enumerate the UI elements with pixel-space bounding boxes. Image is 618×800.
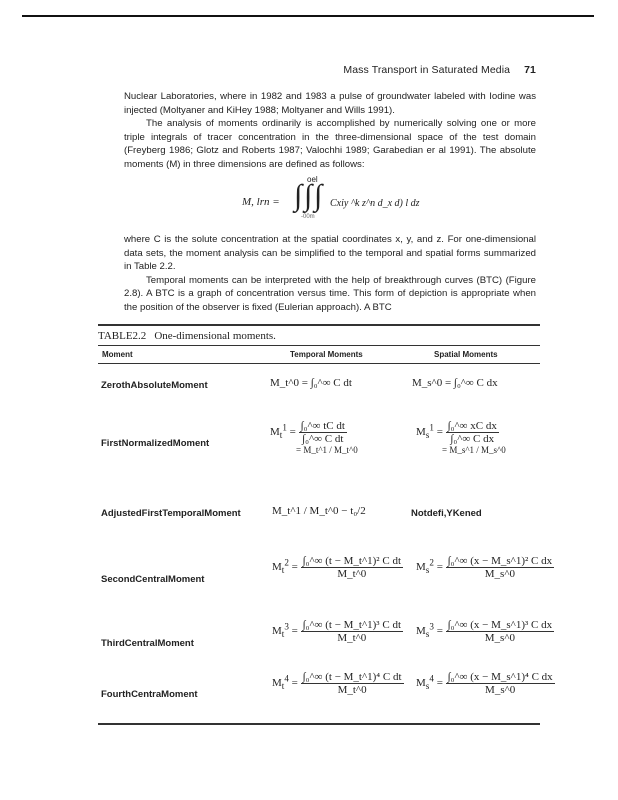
equation-rhs: Cxiy ^k z^n d_x d) l dz <box>330 198 420 209</box>
table-header-bottom-rule <box>98 363 540 364</box>
formula-first-temporal: $M_t^1$ = $\frac{\text{∫₀\textasciicircum{}∞ tC dt}}{\text{∫₀\textasciicircum{}∞ C dt}}$ = M_t^1 / M_t^0 <box>270 420 358 455</box>
body-text-lower <box>124 233 536 315</box>
paragraph-4: Temporal moments can be interpreted with the help of breakthrough curves (BTC) (Figure 2.8). A BTC is a graph of concentration versus time. This form of depiction is appropriate when the position of the observer is fixed (Eulerian approach). A BTC <box>124 274 536 313</box>
second-spatial-numerator: ∫₀^∞ (x − M_s^1)² C dx <box>447 555 553 567</box>
third-spatial-numerator: ∫₀^∞ (x − M_s^1)³ C dx <box>447 619 553 631</box>
formula-third-spatial: $M_s^3$ = $\frac{\text{∫₀\textasciicircum{}∞ (x − M\_s\textasciicircum{}1)³ C dx}}{M\_s\^{}0}$ <box>416 619 553 644</box>
first-spatial-numerator: ∫₀^∞ xC dx <box>447 420 497 432</box>
third-temporal-numerator: ∫₀^∞ (t − M_t^1)³ C dt <box>302 619 402 631</box>
formula-first-spatial: $M_s^1$ = $\frac{\text{∫₀\textasciicircum{}∞ xC dx}}{\text{∫₀\textasciicircum{}∞ C dx}}$ = M_s^1 / M_s^0 <box>416 420 506 455</box>
integral-sign-icon: ∫ <box>294 179 303 212</box>
formula-second-temporal: $M_t^2$ = $\frac{\text{∫₀\textasciicircum{}∞ (t − M\_t\textasciicircum{}1)² C dt}}{M\_t\^{}0}$ <box>272 555 402 580</box>
table-number: TABLE2.2 <box>98 330 147 342</box>
second-temporal-numerator: ∫₀^∞ (t − M_t^1)² C dt <box>302 555 402 567</box>
fourth-temporal-numerator: ∫₀^∞ (t − M_t^1)⁴ C dt <box>302 671 402 683</box>
fourth-spatial-numerator: ∫₀^∞ (x − M_s^1)⁴ C dx <box>447 671 553 683</box>
row-label-adjusted: AdjustedFirstTemporalMoment <box>101 508 241 519</box>
running-head-title: Mass Transport in Saturated Media <box>343 64 511 76</box>
formula-third-temporal: $M_t^3$ = $\frac{\text{∫₀\textasciicircum{}∞ (t − M\_t\textasciicircum{}1)³ C dt}}{M\_t\^{}0}$ <box>272 619 402 644</box>
formula-zeroth-spatial: M_s^0 = ∫₀^∞ C dx <box>412 377 498 389</box>
row-label-first: FirstNormalizedMoment <box>101 438 210 449</box>
row-label-second: SecondCentralMoment <box>101 574 205 585</box>
first-temporal-numerator: ∫₀^∞ tC dt <box>300 420 345 432</box>
integral-sign-icon: ∫ <box>314 179 323 212</box>
formula-adjusted-temporal: M_t^1 / M_t^0 − t₀/2 <box>272 505 366 517</box>
paragraph-3: where C is the solute concentration at the spatial coordinates x, y, and z. For one-dimensional data sets, the moment analysis can be simplified to the temporal and spatial forms summarized in Table 2.2. <box>124 234 536 273</box>
formula-fourth-temporal: $M_t^4$ = $\frac{\text{∫₀\textasciicircum{}∞ (t − M\_t\textasciicircum{}1)⁴ C dt}}{M\_t\^{}0}$ <box>272 671 402 696</box>
integral-sign-icon: ∫ <box>304 179 313 212</box>
third-spatial-denominator: M_s^0 <box>484 632 516 644</box>
top-rule <box>22 15 594 17</box>
paragraph-2: The analysis of moments ordinarily is accomplished by numerically solving one or more triple integrals of tracer concentration in the three-dimensional space of the test domain (Freyberg 1986; Glotz and Roberts 1987; Valochhi 1989; Garabedian er al 1991). The absolute moments (M) in three dimensions are defined as follows: <box>124 118 536 170</box>
column-header-temporal: Temporal Moments <box>290 350 363 359</box>
equation-lhs: M, lrn = <box>242 196 280 208</box>
column-header-spatial: Spatial Moments <box>434 350 498 359</box>
table-header-rule <box>98 345 540 346</box>
second-spatial-denominator: M_s^0 <box>484 568 516 580</box>
formula-fourth-spatial: $M_s^4$ = $\frac{\text{∫₀\textasciicircum{}∞ (x − M\_s\textasciicircum{}1)⁴ C dx}}{M\_s\^{}0}$ <box>416 671 553 696</box>
body-text-upper <box>124 90 536 172</box>
row-label-zeroth: ZerothAbsoluteMoment <box>101 380 208 391</box>
formula-zeroth-temporal: M_t^0 = ∫₀^∞ C dt <box>270 377 352 389</box>
table-bottom-rule <box>98 723 540 725</box>
integral-lower-limit: -00m <box>301 214 315 220</box>
table-caption <box>98 330 276 342</box>
moment-equation <box>124 175 536 228</box>
column-header-moment: Moment <box>102 350 133 359</box>
first-temporal-tail: = M_t^1 / M_t^0 <box>296 445 358 455</box>
integral-upper-limit: oel <box>307 175 318 184</box>
row-label-fourth: FourthCentraMoment <box>101 689 198 700</box>
first-spatial-tail: = M_s^1 / M_s^0 <box>442 445 506 455</box>
row-label-third: ThirdCentralMoment <box>101 638 194 649</box>
paragraph-1: Nuclear Laboratories, where in 1982 and 1983 a pulse of groundwater labeled with Iodine was injected (Moltyaner and KiHey 1988; Moltyaner and Wills 1991). <box>124 91 536 116</box>
first-spatial-denominator: ∫₀^∞ C dx <box>450 433 495 445</box>
first-temporal-denominator: ∫₀^∞ C dt <box>302 433 344 445</box>
third-temporal-denominator: M_t^0 <box>337 632 367 644</box>
fourth-spatial-denominator: M_s^0 <box>485 684 516 696</box>
running-head <box>343 64 536 76</box>
formula-second-spatial: $M_s^2$ = $\frac{\text{∫₀\textasciicircum{}∞ (x − M\_s\textasciicircum{}1)² C dx}}{M\_s\^{}0}$ <box>416 555 553 580</box>
table-top-rule <box>98 324 540 326</box>
page-number: 71 <box>524 64 536 76</box>
adjusted-spatial-not-defined: Notdefi,YKened <box>411 508 482 519</box>
second-temporal-denominator: M_t^0 <box>337 568 367 580</box>
table-title: One-dimensional moments. <box>154 330 276 342</box>
fourth-temporal-denominator: M_t^0 <box>337 684 367 696</box>
